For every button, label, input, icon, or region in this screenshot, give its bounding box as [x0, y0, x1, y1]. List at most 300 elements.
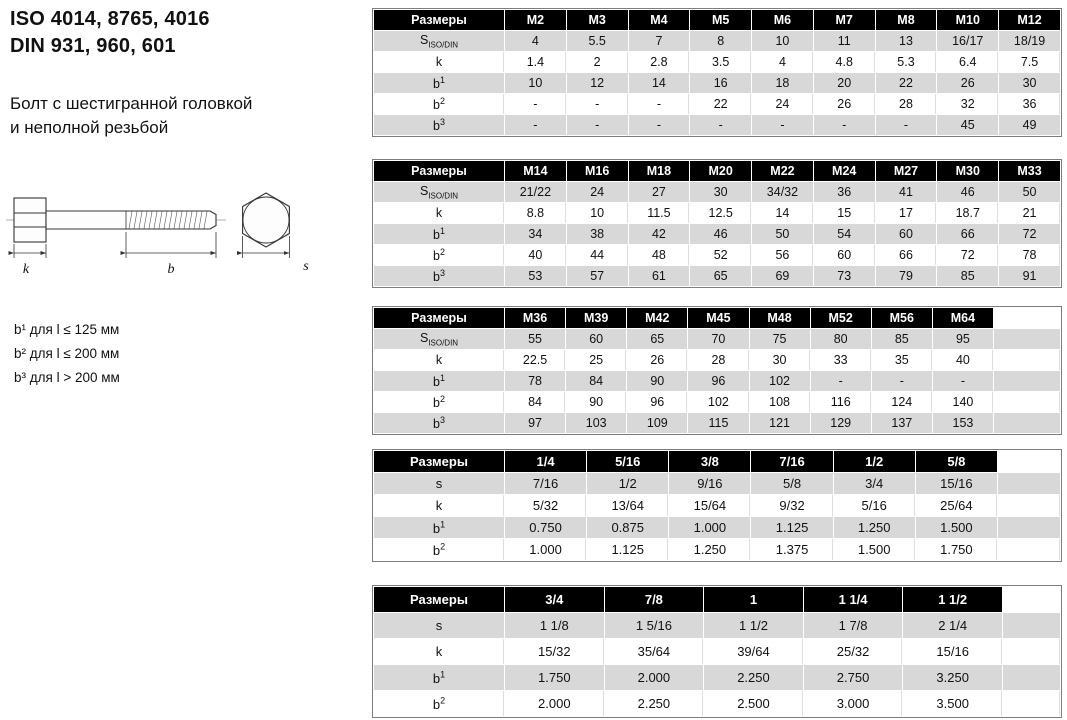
dimension-cell: 21/22 — [505, 182, 566, 202]
dimension-cell: 42 — [629, 224, 690, 244]
size-column-header: 7/8 — [605, 587, 704, 612]
dimension-cell: 10 — [752, 31, 813, 51]
dimension-cell: 115 — [688, 413, 748, 433]
row-label: s — [374, 613, 504, 638]
blank-cell — [994, 371, 1060, 391]
dimension-cell: 14 — [629, 73, 690, 93]
table-row — [374, 392, 1060, 412]
size-column-header: M24 — [814, 161, 875, 181]
table-row — [374, 639, 1060, 664]
dimension-cell: 28 — [876, 94, 937, 114]
dimension-cell: 46 — [690, 224, 751, 244]
dimension-cell: 4.8 — [814, 52, 875, 72]
dimension-cell: 14 — [752, 203, 813, 223]
dimension-cell: 75 — [750, 329, 810, 349]
dimension-cell: - — [505, 94, 566, 114]
dimension-cell: 108 — [750, 392, 810, 412]
dimension-cell: 50 — [752, 224, 813, 244]
size-column-header: 3/8 — [669, 451, 750, 472]
dimension-cell: 44 — [567, 245, 628, 265]
dimension-cell: 1.125 — [587, 539, 668, 560]
dimension-cell: 32 — [937, 94, 998, 114]
dimension-cell: 9/16 — [669, 473, 750, 494]
dimension-cell: - — [933, 371, 993, 391]
dimension-cell: 24 — [752, 94, 813, 114]
dimension-cell: 49 — [999, 115, 1060, 135]
dimension-cell: 2.750 — [804, 665, 903, 690]
dimension-cell: 18 — [752, 73, 813, 93]
dimension-cell: 11 — [814, 31, 875, 51]
bolt-drawing-svg — [4, 190, 334, 286]
dimension-cell: 41 — [876, 182, 937, 202]
size-column-header: M18 — [629, 161, 690, 181]
row-label: $b^1$ — [374, 517, 504, 538]
dimension-cell: 34 — [505, 224, 566, 244]
dimension-cell: 15/16 — [903, 639, 1002, 664]
part-description-line2: и неполной резьбой — [10, 118, 169, 137]
blank-cell — [994, 413, 1060, 433]
dimension-cell: 80 — [811, 329, 871, 349]
dimension-cell: 1.125 — [751, 517, 832, 538]
blank-cell — [998, 495, 1060, 516]
dimension-cell: 30 — [690, 182, 751, 202]
left-panel — [0, 0, 372, 720]
row-label: k — [374, 639, 504, 664]
row-label: $b^3$ — [374, 413, 504, 433]
dimension-cell: 2.000 — [605, 665, 704, 690]
dimension-cell: 2.000 — [505, 691, 604, 716]
dimension-cell: 8 — [690, 31, 751, 51]
dimension-cell: - — [811, 371, 871, 391]
table-row — [374, 182, 1060, 202]
dimension-cell: 7 — [629, 31, 690, 51]
dimension-cell: 109 — [627, 413, 687, 433]
dimension-cell: 5.3 — [876, 52, 937, 72]
dimension-cell: 1 1/2 — [704, 613, 803, 638]
size-row-header: Размеры — [374, 451, 504, 472]
size-column-header: M22 — [752, 161, 813, 181]
dimension-cell: 60 — [814, 245, 875, 265]
dimension-table-imperial-quarter-to-5-8 — [372, 449, 1062, 562]
dimension-cell: 4 — [505, 31, 566, 51]
size-column-header: 1/2 — [834, 451, 915, 472]
table-row — [374, 52, 1060, 72]
dimension-cell: 40 — [933, 350, 993, 370]
dimension-cell: 40 — [505, 245, 566, 265]
dimension-cell: 48 — [629, 245, 690, 265]
dimension-cell: 34/32 — [752, 182, 813, 202]
dimension-cell: 25 — [566, 350, 626, 370]
dimension-cell: 24 — [567, 182, 628, 202]
size-column-header: M2 — [505, 10, 566, 30]
row-label: $S_{ISO/DIN}$ — [374, 182, 504, 202]
dimension-cell: 3.500 — [903, 691, 1002, 716]
dimension-cell: 60 — [876, 224, 937, 244]
row-label: $b^1$ — [374, 371, 504, 391]
dimension-cell: 95 — [933, 329, 993, 349]
table-row — [374, 31, 1060, 51]
dimension-cell: 36 — [814, 182, 875, 202]
dimension-cell: - — [752, 115, 813, 135]
dimension-cell: 97 — [505, 413, 565, 433]
dimension-cell: 15/64 — [669, 495, 750, 516]
dimension-cell: 33 — [811, 350, 871, 370]
size-column-header: 7/16 — [751, 451, 832, 472]
dimension-cell: 3/4 — [834, 473, 915, 494]
size-column-header: M56 — [872, 308, 932, 328]
size-row-header: Размеры — [374, 308, 504, 328]
dimension-cell: 129 — [811, 413, 871, 433]
dimension-cell: - — [567, 115, 628, 135]
row-label: k — [374, 495, 504, 516]
size-row-header: Размеры — [374, 10, 504, 30]
dimension-cell: 121 — [750, 413, 810, 433]
dimension-cell: 52 — [690, 245, 751, 265]
dimension-cell: 15 — [814, 203, 875, 223]
dimension-cell: 4 — [752, 52, 813, 72]
blank-cell — [994, 392, 1060, 412]
dimension-cell: 1 1/8 — [505, 613, 604, 638]
dimension-cell: 153 — [933, 413, 993, 433]
blank-cell — [1003, 613, 1060, 638]
dimension-cell: 65 — [627, 329, 687, 349]
dimension-cell: 20 — [814, 73, 875, 93]
dimension-cell: 25/32 — [804, 639, 903, 664]
size-column-header: 1 1/4 — [804, 587, 903, 612]
dimension-cell: 5/16 — [834, 495, 915, 516]
b-dimension — [126, 232, 216, 258]
table-row — [374, 517, 1060, 538]
blank-cell — [1003, 587, 1060, 612]
table-row — [374, 473, 1060, 494]
dimension-cell: 22 — [690, 94, 751, 114]
size-column-header: M33 — [999, 161, 1060, 181]
dimension-cell: 1.4 — [505, 52, 566, 72]
dimension-cell: 0.750 — [505, 517, 586, 538]
dimension-cell: 73 — [814, 266, 875, 286]
bolt-technical-drawing — [4, 190, 334, 286]
thread-length-notes — [14, 318, 120, 390]
size-column-header: M42 — [627, 308, 687, 328]
size-row-header: Размеры — [374, 587, 504, 612]
dimension-cell: 79 — [876, 266, 937, 286]
row-label: k — [374, 350, 504, 370]
dimension-cell: 96 — [688, 371, 748, 391]
dimension-cell: 1 5/16 — [605, 613, 704, 638]
dimension-cell: 1.000 — [669, 517, 750, 538]
table-row — [374, 371, 1060, 391]
table-row — [374, 329, 1060, 349]
dimension-cell: 54 — [814, 224, 875, 244]
dimension-cell: 1.750 — [916, 539, 997, 560]
row-label: $b^2$ — [374, 691, 504, 716]
row-label: $b^1$ — [374, 665, 504, 690]
dimension-cell: 16/17 — [937, 31, 998, 51]
dimension-cell: 2 — [567, 52, 628, 72]
dimension-cell: 45 — [937, 115, 998, 135]
dimension-cell: 85 — [937, 266, 998, 286]
k-dimension — [14, 244, 46, 258]
dimension-cell: 78 — [505, 371, 565, 391]
row-label: $b^2$ — [374, 392, 504, 412]
dimension-table-imperial-3-4-to-1-5 — [372, 585, 1062, 718]
dimension-cell: 96 — [627, 392, 687, 412]
dimension-cell: 3.250 — [903, 665, 1002, 690]
row-label: $b^1$ — [374, 224, 504, 244]
bolt-shaft — [46, 211, 216, 229]
blank-cell — [994, 329, 1060, 349]
table-row — [374, 224, 1060, 244]
dimension-cell: 137 — [872, 413, 932, 433]
dimension-cell: 1.750 — [505, 665, 604, 690]
row-label: k — [374, 52, 504, 72]
dimension-cell: 28 — [688, 350, 748, 370]
dimension-table-metric-m36-m64 — [372, 306, 1062, 435]
table-row — [374, 266, 1060, 286]
blank-cell — [994, 308, 1060, 328]
table-row — [374, 350, 1060, 370]
size-column-header: M12 — [999, 10, 1060, 30]
size-column-header: M27 — [876, 161, 937, 181]
dimension-cell: 2.500 — [704, 691, 803, 716]
row-label: s — [374, 473, 504, 494]
dimension-cell: 56 — [752, 245, 813, 265]
dimension-cell: 6.4 — [937, 52, 998, 72]
row-label: k — [374, 203, 504, 223]
dimension-cell: 1.000 — [505, 539, 586, 560]
note-b2: b² для l ≤ 200 мм — [14, 346, 120, 361]
note-b1: b¹ для l ≤ 125 мм — [14, 322, 120, 337]
dimension-cell: 35/64 — [605, 639, 704, 664]
dimension-cell: 0.875 — [587, 517, 668, 538]
dimension-cell: 18.7 — [937, 203, 998, 223]
dimension-cell: 1 7/8 — [804, 613, 903, 638]
dimension-cell: 12 — [567, 73, 628, 93]
dimension-cell: 5.5 — [567, 31, 628, 51]
dimension-cell: - — [629, 94, 690, 114]
row-label: $b^2$ — [374, 94, 504, 114]
dimension-cell: 90 — [627, 371, 687, 391]
dimension-cell: 7.5 — [999, 52, 1060, 72]
size-column-header: M45 — [688, 308, 748, 328]
blank-cell — [998, 451, 1060, 472]
blank-cell — [998, 473, 1060, 494]
table-row — [374, 665, 1060, 690]
dimension-cell: - — [876, 115, 937, 135]
dimension-cell: 103 — [566, 413, 626, 433]
dimension-cell: 46 — [937, 182, 998, 202]
dimension-cell: 70 — [688, 329, 748, 349]
dimension-label-s: s — [303, 259, 309, 274]
dimension-cell: 16 — [690, 73, 751, 93]
size-column-header: M30 — [937, 161, 998, 181]
dimension-cell: 1.250 — [669, 539, 750, 560]
size-column-header: M48 — [750, 308, 810, 328]
dimension-cell: - — [505, 115, 566, 135]
size-column-header: 5/8 — [916, 451, 997, 472]
size-column-header: M10 — [937, 10, 998, 30]
size-row-header: Размеры — [374, 161, 504, 181]
dimension-cell: 65 — [690, 266, 751, 286]
dimension-cell: 17 — [876, 203, 937, 223]
dimension-cell: 2 1/4 — [903, 613, 1002, 638]
size-column-header: M7 — [814, 10, 875, 30]
dimension-cell: 22 — [876, 73, 937, 93]
dimension-cell: 66 — [937, 224, 998, 244]
dimension-cell: 60 — [566, 329, 626, 349]
dimension-cell: 5/32 — [505, 495, 586, 516]
dimension-cell: 39/64 — [704, 639, 803, 664]
bolt-head-side-view — [14, 198, 46, 242]
blank-cell — [1003, 691, 1060, 716]
dimension-cell: 30 — [999, 73, 1060, 93]
iso-standards-title: ISO 4014, 8765, 4016 — [10, 8, 210, 30]
dimension-label-b: b — [167, 262, 175, 277]
dimension-cell: 57 — [567, 266, 628, 286]
dimension-table-metric-m2-m12 — [372, 8, 1062, 137]
table-row — [374, 613, 1060, 638]
dimension-cell: 5/8 — [751, 473, 832, 494]
dimension-cell: 2.250 — [704, 665, 803, 690]
dimension-cell: 22.5 — [505, 350, 565, 370]
size-column-header: 3/4 — [505, 587, 604, 612]
dimension-cell: 21 — [999, 203, 1060, 223]
dimension-cell: 9/32 — [751, 495, 832, 516]
dimension-cell: 13/64 — [587, 495, 668, 516]
row-label: $S_{ISO/DIN}$ — [374, 31, 504, 51]
dimension-cell: 18/19 — [999, 31, 1060, 51]
dimension-cell: 90 — [566, 392, 626, 412]
dimension-cell: 8.8 — [505, 203, 566, 223]
row-label: $b^1$ — [374, 73, 504, 93]
dimension-cell: 11.5 — [629, 203, 690, 223]
dimension-cell: 78 — [999, 245, 1060, 265]
table-row — [374, 115, 1060, 135]
dimension-cell: 25/64 — [916, 495, 997, 516]
dimension-cell: 27 — [629, 182, 690, 202]
dimension-cell: - — [690, 115, 751, 135]
dimension-cell: 1.375 — [751, 539, 832, 560]
dimension-cell: 53 — [505, 266, 566, 286]
size-column-header: M64 — [933, 308, 993, 328]
dimension-cell: 12.5 — [690, 203, 751, 223]
size-column-header: M20 — [690, 161, 751, 181]
dimension-cell: 91 — [999, 266, 1060, 286]
dimension-cell: 1.500 — [834, 539, 915, 560]
size-column-header: M5 — [690, 10, 751, 30]
table-row — [374, 539, 1060, 560]
size-column-header: M8 — [876, 10, 937, 30]
dimension-cell: 72 — [937, 245, 998, 265]
size-column-header: M36 — [505, 308, 565, 328]
dimension-table-metric-m14-m33 — [372, 159, 1062, 288]
table-row — [374, 94, 1060, 114]
dimension-cell: 26 — [814, 94, 875, 114]
dimension-cell: - — [872, 371, 932, 391]
size-column-header: M52 — [811, 308, 871, 328]
blank-cell — [998, 517, 1060, 538]
dimension-cell: 10 — [567, 203, 628, 223]
row-label: $S_{ISO/DIN}$ — [374, 329, 504, 349]
size-column-header: 1/4 — [505, 451, 586, 472]
standards-title — [10, 6, 210, 60]
dimension-cell: 3.000 — [804, 691, 903, 716]
dimension-cell: 1.250 — [834, 517, 915, 538]
dimension-cell: 102 — [688, 392, 748, 412]
hex-head-front-view — [243, 193, 290, 247]
size-column-header: M6 — [752, 10, 813, 30]
dimension-cell: 66 — [876, 245, 937, 265]
row-label: $b^3$ — [374, 266, 504, 286]
dimension-label-k: k — [22, 262, 30, 277]
dimension-cell: 3.5 — [690, 52, 751, 72]
table-row — [374, 691, 1060, 716]
dimension-cell: 26 — [937, 73, 998, 93]
size-column-header: M3 — [567, 10, 628, 30]
dimension-cell: 7/16 — [505, 473, 586, 494]
dimension-cell: 84 — [566, 371, 626, 391]
dimension-cell: 1/2 — [587, 473, 668, 494]
dimension-cell: 10 — [505, 73, 566, 93]
table-row — [374, 495, 1060, 516]
size-column-header: 1 — [704, 587, 803, 612]
dimension-cell: 85 — [872, 329, 932, 349]
blank-cell — [1003, 665, 1060, 690]
blank-cell — [1003, 639, 1060, 664]
dimension-cell: 84 — [505, 392, 565, 412]
dimension-cell: - — [814, 115, 875, 135]
row-label: $b^2$ — [374, 539, 504, 560]
table-row — [374, 73, 1060, 93]
part-description-line1: Болт с шестигранной головкой — [10, 94, 253, 113]
blank-cell — [998, 539, 1060, 560]
dimension-cell: 15/16 — [916, 473, 997, 494]
dimension-cell: 69 — [752, 266, 813, 286]
tables-area — [372, 8, 1062, 718]
note-b3: b³ для l > 200 мм — [14, 370, 120, 385]
size-column-header: M4 — [629, 10, 690, 30]
size-column-header: M16 — [567, 161, 628, 181]
row-label: $b^3$ — [374, 115, 504, 135]
dimension-cell: 50 — [999, 182, 1060, 202]
dimension-cell: 2.250 — [605, 691, 704, 716]
table-row — [374, 413, 1060, 433]
dimension-cell: 36 — [999, 94, 1060, 114]
size-column-header: 5/16 — [587, 451, 668, 472]
blank-cell — [994, 350, 1060, 370]
dimension-cell: 140 — [933, 392, 993, 412]
table-row — [374, 245, 1060, 265]
table-row — [374, 203, 1060, 223]
row-label: $b^2$ — [374, 245, 504, 265]
dimension-cell: 26 — [627, 350, 687, 370]
size-column-header: M14 — [505, 161, 566, 181]
dimension-cell: 1.500 — [916, 517, 997, 538]
din-standards-title: DIN 931, 960, 601 — [10, 35, 176, 57]
dimension-cell: - — [567, 94, 628, 114]
dimension-cell: 116 — [811, 392, 871, 412]
dimension-cell: 72 — [999, 224, 1060, 244]
part-description — [10, 92, 252, 140]
dimension-cell: 13 — [876, 31, 937, 51]
dimension-cell: 30 — [750, 350, 810, 370]
dimension-cell: 124 — [872, 392, 932, 412]
size-column-header: M39 — [566, 308, 626, 328]
dimension-cell: 55 — [505, 329, 565, 349]
dimension-cell: 38 — [567, 224, 628, 244]
size-column-header: 1 1/2 — [903, 587, 1002, 612]
dimension-cell: 15/32 — [505, 639, 604, 664]
